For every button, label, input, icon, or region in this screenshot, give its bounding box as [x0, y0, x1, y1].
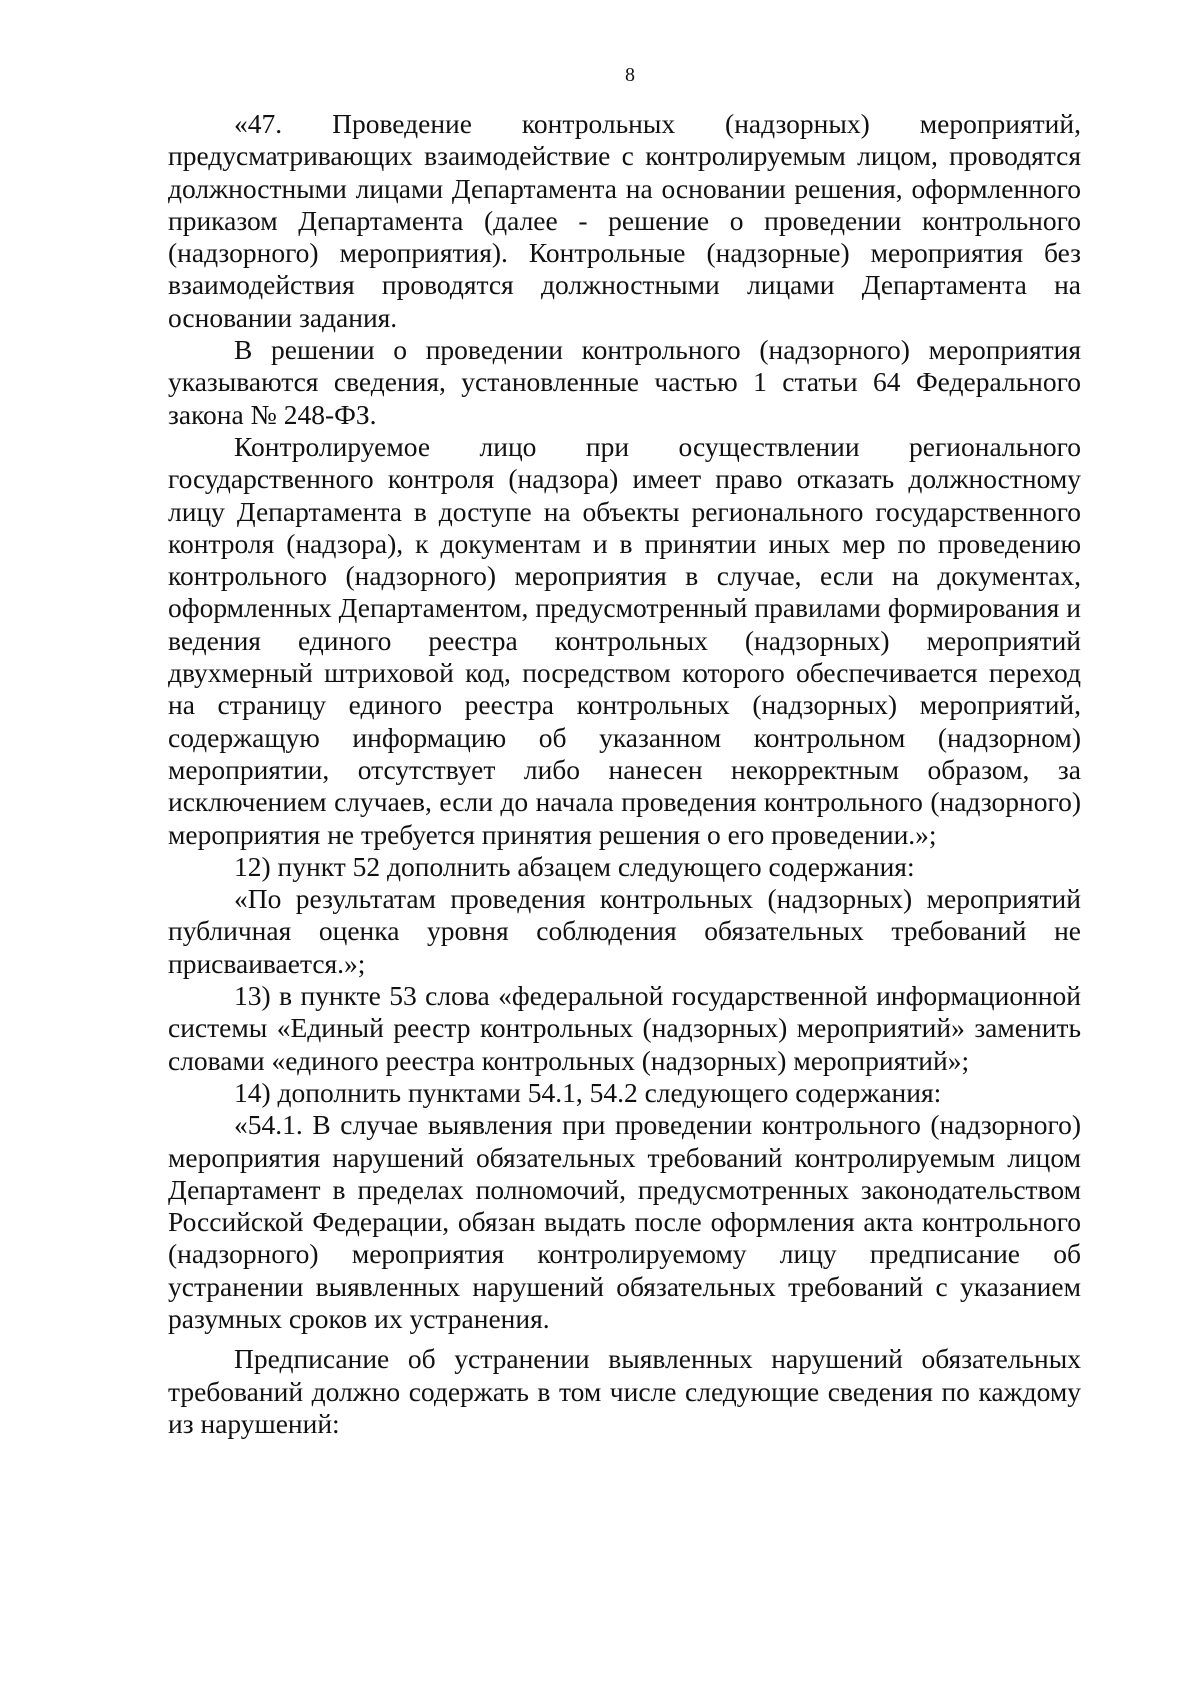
paragraph-refusal-right: Контролируемое лицо при осуществлении регионального государственного контроля (надзора) имеет право отказать должностному лицу Департамента в доступе на объекты регионального государственного контроля (надзора), к документам и в принятии иных мер по проведению контрольного (надзорного) мероприятия в случае, если на документах, оформленных Департаментом, предусмотренный правилами формирования и ведения единого реестра контрольных (надзорных) мероприятий двухмерный штриховой код, посредством которого обеспечивается переход на страницу единого реестра контрольных (надзорных) мероприятий, содержащую информацию об указанном контрольном (надзорном) мероприятии, отсутствует либо нанесен некорректным образом, за исключением случаев, если до начала проведения контрольного (надзорного) мероприятия не требуется принятия решения о его проведении.»;	[168, 430, 1081, 850]
paragraph-54-1: «54.1. В случае выявления при проведении контрольного (надзорного) мероприятия нарушений обязательных требований контролируемым лицом Департамент в пределах полномочий, предусмотренных законодательством Российской Федерации, обязан выдать после оформления акта контрольного (надзорного) мероприятия контролируемому лицу предписание об устранении выявленных нарушений обязательных требований с указанием разумных сроков их устранения.	[168, 1109, 1081, 1334]
paragraph-item-14: 14) дополнить пунктами 54.1, 54.2 следующего содержания:	[234, 1076, 942, 1108]
paragraph-item-12-text: «По результатам проведения контрольных (надзорных) мероприятий публичная оценка уровня соблюдения обязательных требований не присваивается.»;	[168, 883, 1081, 979]
paragraph-prescription-info: Предписание об устранении выявленных нарушений обязательных требований должно содержать в том числе следующие сведения по каждому из нарушений:	[168, 1343, 1081, 1439]
paragraph-item-12: 12) пункт 52 дополнить абзацем следующего содержания:	[234, 850, 915, 882]
document-body	[168, 108, 1081, 1440]
paragraph-47: «47. Проведение контрольных (надзорных) мероприятий, предусматривающих взаимодействие с контролируемым лицом, проводятся должностными лицами Департамента на основании решения, оформленного приказом Департамента (далее - решение о проведении контрольного (надзорного) мероприятия). Контрольные (надзорные) мероприятия без взаимодействия проводятся должностными лицами Департамента на основании задания.	[168, 108, 1081, 333]
paragraph-item-13: 13) в пункте 53 слова «федеральной государственной информационной системы «Единый реестр контрольных (надзорных) мероприятий» заменить словами «единого реестра контрольных (надзорных) мероприятий»;	[168, 980, 1081, 1076]
paragraph-decision-info: В решении о проведении контрольного (надзорного) мероприятия указываются сведения, установленные частью 1 статьи 64 Федерального закона № 248-ФЗ.	[168, 334, 1081, 430]
page-number: 8	[625, 64, 635, 86]
